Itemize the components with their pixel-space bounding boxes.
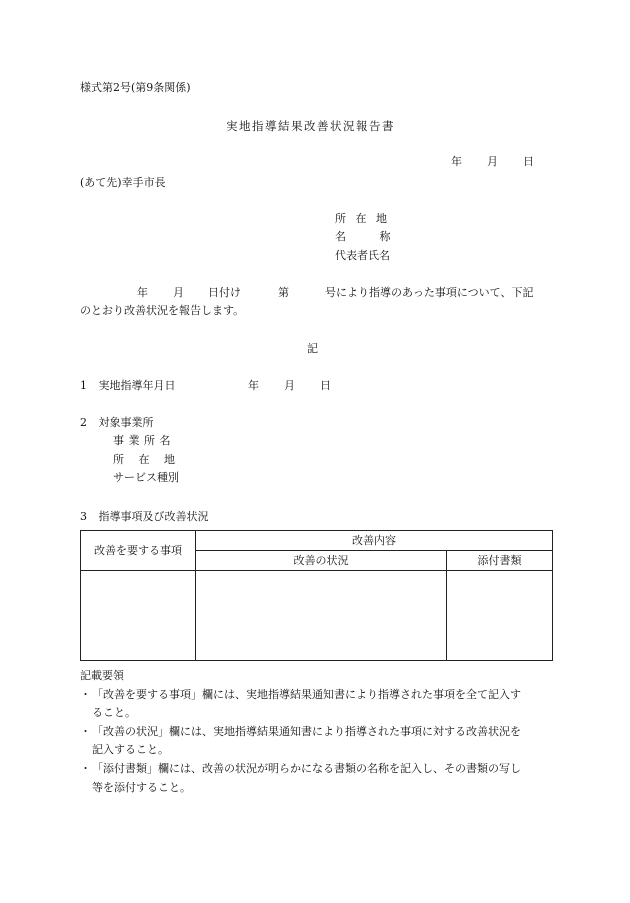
form-number: 様式第2号(第9条関係) — [80, 81, 191, 94]
header-group-cell — [196, 531, 553, 551]
note-line: 等を添付すること。 — [92, 780, 191, 794]
section1-day: 日 — [320, 379, 331, 392]
note-line: 記入すること。 — [92, 743, 169, 757]
addressee: (あて先)幸手市長 — [80, 176, 166, 189]
header-attachment: 添付書類 — [477, 553, 522, 567]
reporter-name-label: 名 称 — [335, 230, 391, 243]
note-line: 「添付書類」欄には、改善の状況が明らかになる書類の名称を記入し、その書類の写し — [92, 761, 521, 775]
section2-label: 2 対象事業所 — [80, 416, 154, 429]
service-type-label: サービス種別 — [113, 471, 179, 484]
table-row — [81, 571, 553, 661]
date-year: 年 — [451, 155, 462, 168]
section3-label: 3 指導事項及び改善状況 — [80, 510, 209, 523]
notes-section — [80, 667, 560, 797]
section1-label: 1 実地指導年月日 — [80, 379, 176, 392]
header-issue-cell — [81, 531, 196, 571]
note-item — [80, 686, 560, 723]
body-month: 月 — [173, 286, 184, 299]
body-line1-rest: 号により指導のあった事項について、下記 — [325, 286, 534, 299]
note-item — [80, 723, 560, 760]
ki-heading: 記 — [307, 342, 318, 355]
note-line: ること。 — [92, 706, 136, 720]
note-line: 「改善を要する事項」欄には、実地指導結果通知書により指導された事項を全て記入す — [92, 687, 521, 701]
header-attachment-cell — [447, 551, 553, 571]
bullet-mark: ・ — [80, 687, 91, 701]
header-status: 改善の状況 — [293, 553, 349, 567]
date-month: 月 — [487, 155, 498, 168]
header-issue: 改善を要する事項 — [94, 543, 182, 557]
bullet-mark: ・ — [80, 724, 91, 738]
body-number-prefix: 第 — [278, 286, 289, 299]
issue-entry-cell[interactable] — [81, 571, 196, 661]
improvement-table — [80, 530, 553, 661]
page-title: 実地指導結果改善状況報告書 — [226, 119, 395, 133]
attachment-entry-cell[interactable] — [447, 571, 553, 661]
note-item — [80, 760, 560, 797]
office-name-label: 事 業 所 名 — [113, 434, 171, 447]
header-improvement-content: 改善内容 — [352, 533, 396, 547]
office-location-label: 所 在 地 — [113, 453, 175, 466]
body-line2: のとおり改善状況を報告します。 — [80, 304, 245, 317]
status-entry-cell[interactable] — [196, 571, 447, 661]
section1-year: 年 — [248, 379, 259, 392]
reporter-representative-label: 代表者氏名 — [335, 249, 390, 262]
header-status-cell — [196, 551, 447, 571]
reporter-address-label: 所 在 地 — [335, 212, 387, 225]
bullet-mark: ・ — [80, 761, 91, 775]
date-day: 日 — [523, 155, 534, 168]
notes-heading: 記載要領 — [80, 669, 124, 682]
note-line: 「改善の状況」欄には、実地指導結果通知書により指導された事項に対する改善状況を — [92, 724, 521, 738]
body-dated: 日付け — [208, 286, 241, 299]
body-year: 年 — [137, 286, 148, 299]
section1-month: 月 — [284, 379, 295, 392]
